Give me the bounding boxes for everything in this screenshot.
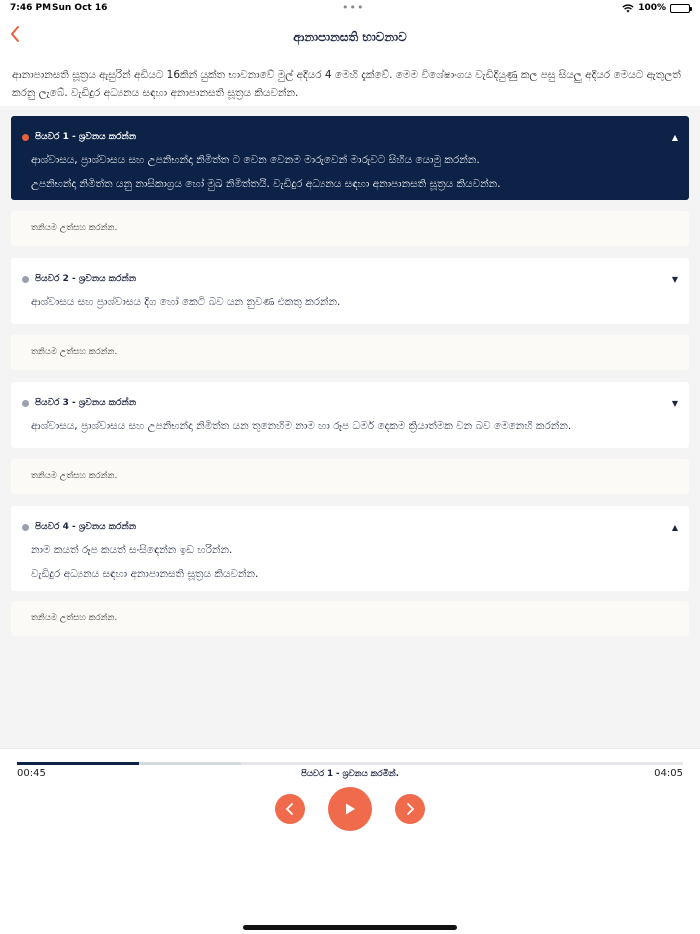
- step-header[interactable]: [22, 268, 678, 290]
- step-status-dot: [22, 134, 29, 141]
- step-note-2: තනියම උත්සහ කරන්න.: [11, 335, 689, 370]
- multitasking-dots-icon[interactable]: •••: [342, 1, 365, 14]
- status-time: 7:46 PM: [10, 3, 52, 13]
- steps-list[interactable]: [0, 58, 700, 748]
- elapsed-time: 00:45: [17, 768, 46, 779]
- step-header[interactable]: [22, 516, 678, 538]
- step-label: පියවර 2 - ශ්‍රවනය කරන්න: [35, 274, 137, 284]
- step-label: පියවර 1 - ශ්‍රවනය කරන්න: [35, 132, 137, 142]
- audio-player: [0, 748, 700, 934]
- step-note-3: තනියම උත්සහ කරන්න.: [11, 459, 689, 494]
- progress-fill: [17, 762, 139, 765]
- wifi-icon: [622, 4, 634, 13]
- chevron-right-icon: [404, 802, 416, 816]
- status-bar: [0, 0, 700, 18]
- step-header[interactable]: [22, 392, 678, 414]
- chevron-left-icon: [284, 802, 296, 816]
- step-line: වැඩිදුර අධ්‍යනය සඳහා අනාපානසති සූත්‍රය කියවන්න.: [31, 568, 259, 580]
- step-status-dot: [22, 276, 29, 283]
- play-icon: [343, 802, 357, 816]
- step-label: පියවර 4 - ශ්‍රවනය කරන්න: [35, 522, 137, 532]
- step-line: ආශ්වාසය, ප්‍රාශ්වාසය සහ උපනිභන්දා නිමිත්ත යන තුනෙහිම නාම හා රූප ධර්ම දෙකම ක්‍රියාත්මක වන බව මෙනෙහි කරන්න.: [31, 420, 572, 432]
- chevron-down-icon[interactable]: ▼: [671, 398, 678, 408]
- battery-percent: 100%: [638, 3, 666, 13]
- battery-icon: [670, 4, 690, 13]
- step-label: පියවර 3 - ශ්‍රවනය කරන්න: [35, 398, 137, 408]
- step-line: උපනිභන්දා නිමිත්ත යනු නාසිකාග්‍රය හෝ මුඛ නිමිත්තයි. වැඩිදුර අධ්‍යනය සඳහා අනාපානසති සූත්‍රය කියවන්න.: [31, 178, 501, 190]
- step-card-4[interactable]: [11, 506, 689, 591]
- home-indicator[interactable]: [243, 925, 457, 930]
- step-header[interactable]: [22, 126, 678, 148]
- total-time: 04:05: [654, 768, 683, 779]
- now-playing-label: පියවර 1 - ශ්‍රවනය කරමින්.: [301, 769, 399, 779]
- step-status-dot: [22, 400, 29, 407]
- nav-bar: [0, 18, 700, 58]
- step-line: ආශ්වාසය, ප්‍රාශ්වාසය සහ උපනිභන්දා නිමිත්ත ට වෙන වෙනම මාරුවෙන් මාරුවට සිහිය යොමු කරන්න.: [31, 154, 480, 166]
- status-right: [622, 3, 690, 13]
- play-button[interactable]: [328, 787, 372, 831]
- step-card-2[interactable]: [11, 258, 689, 324]
- step-line: නාම කයත් රූප කයත් සංසිඳෙන්න ඉඩ හරින්න.: [31, 544, 233, 556]
- step-note-4: තනියම උත්සහ කරන්න.: [11, 601, 689, 636]
- step-status-dot: [22, 524, 29, 531]
- step-note-1: තනියම උත්සහ කරන්න.: [11, 211, 689, 246]
- status-date: Sun Oct 16: [52, 3, 108, 13]
- page-title: ආනාපානසති භාවනාව: [293, 30, 407, 44]
- chevron-down-icon[interactable]: ▼: [671, 274, 678, 284]
- chevron-up-icon[interactable]: ▲: [671, 132, 678, 142]
- step-card-3[interactable]: [11, 382, 689, 448]
- next-button[interactable]: [395, 794, 425, 824]
- previous-button[interactable]: [275, 794, 305, 824]
- chevron-up-icon[interactable]: ▲: [671, 522, 678, 532]
- intro-text: ආනාපානසති සූත්‍රය ඇසුරින් අඩියට 16කින් යුක්ත භාවනාවේ මුල් අදියර 4 මෙහි දැක්වේ. මෙම විශේෂාංගය වැඩිදියුණු කල පසු සියලු අදියර මෙයට ඇතුලත් කරනු ලැබේ. වැඩිදුර අධ්‍යනය සඳහා අනාපානසති සූත්‍රය කියවන්න.: [0, 58, 700, 106]
- progress-bar[interactable]: [17, 762, 683, 765]
- step-card-1[interactable]: [11, 116, 689, 200]
- step-line: ආශ්වාසය සහ ප්‍රාශ්වාසය දිග හෝ කෙටි බව යන නුවණ එකතු කරන්න.: [31, 296, 341, 308]
